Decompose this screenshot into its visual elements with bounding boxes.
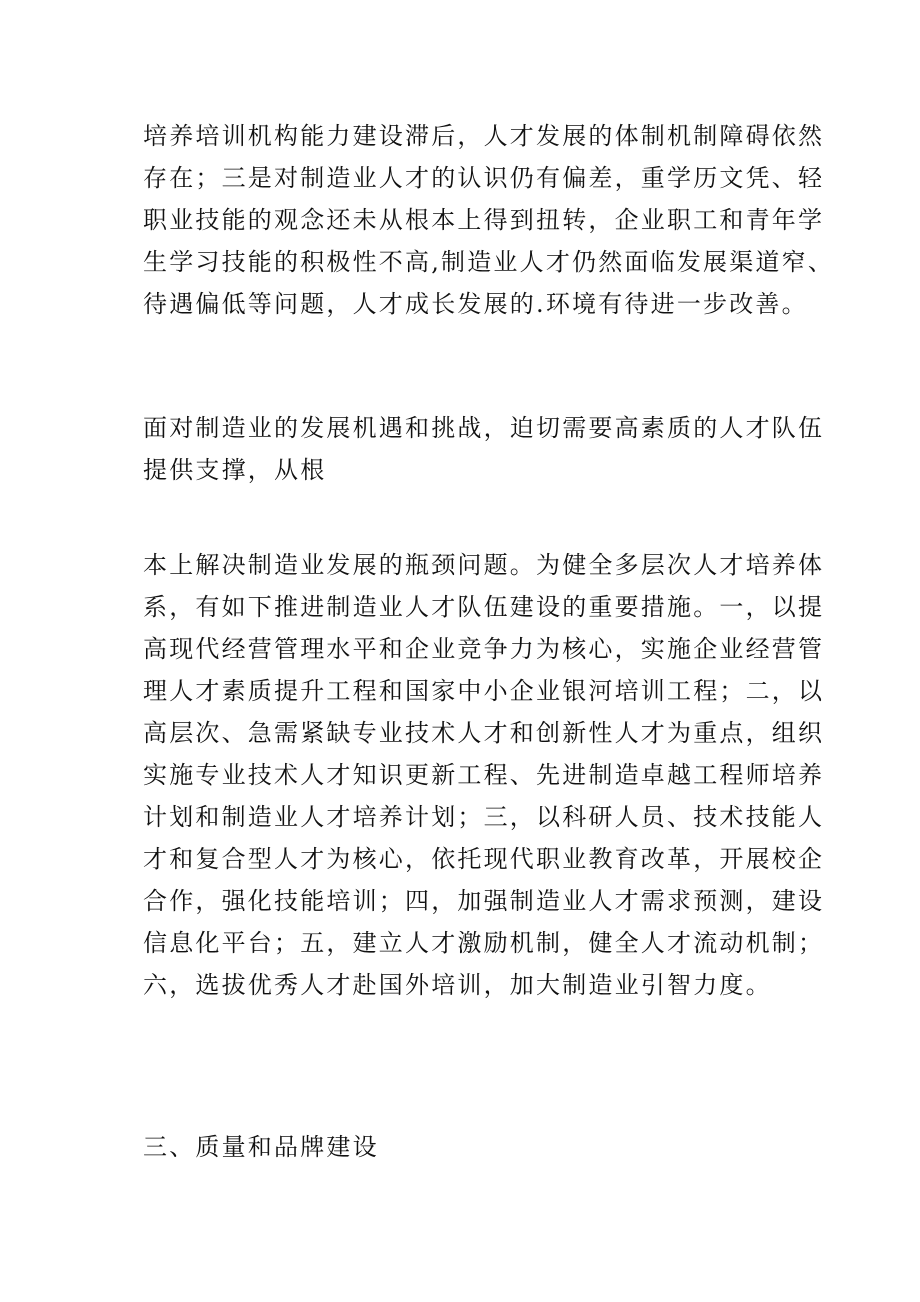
text-line: 面对制造业的发展机遇和挑战，迫切需要高素质的人才队伍 bbox=[143, 414, 825, 442]
text-line: 职业技能的观念还未从根本上得到扭转，企业职工和青年学 bbox=[143, 206, 825, 234]
paragraph-measures bbox=[143, 544, 825, 1006]
text-line: 六，选拔优秀人才赴国外培训，加大制造业引智力度。 bbox=[143, 971, 772, 999]
text-line: 待遇偏低等问题，人才成长发展的.环境有待进一步改善。 bbox=[143, 290, 808, 318]
text-line: 系，有如下推进制造业人才队伍建设的重要措施。一，以提 bbox=[143, 593, 825, 621]
section-heading-text: 三、质量和品牌建设 bbox=[143, 1133, 379, 1161]
text-line: 存在；三是对制造业人才的认识仍有偏差，重学历文凭、轻 bbox=[143, 164, 825, 192]
text-line: 本上解决制造业发展的瓶颈问题。为健全多层次人才培养体 bbox=[143, 551, 825, 579]
text-line: 计划和制造业人才培养计划；三，以科研人员、技术技能人 bbox=[143, 803, 825, 831]
text-line: 实施专业技术人才知识更新工程、先进制造卓越工程师培养 bbox=[143, 761, 825, 789]
text-line: 才和复合型人才为核心，依托现代职业教育改革，开展校企 bbox=[143, 845, 825, 873]
paragraph-talent-issues bbox=[143, 115, 835, 325]
text-line: 培养培训机构能力建设滞后，人才发展的体制机制障碍依然 bbox=[143, 122, 825, 150]
text-line: 提供支撑，从根 bbox=[143, 456, 327, 484]
text-line: 理人才素质提升工程和国家中小企业银河培训工程；二，以 bbox=[143, 677, 825, 705]
text-line: 合作，强化技能培训；四，加强制造业人才需求预测，建设 bbox=[143, 887, 825, 915]
text-line: 高层次、急需紧缺专业技术人才和创新性人才为重点，组织 bbox=[143, 719, 825, 747]
section-heading bbox=[143, 1126, 793, 1168]
text-line: 生学习技能的积极性不高,制造业人才仍然面临发展渠道窄、 bbox=[143, 248, 835, 276]
paragraph-opportunities bbox=[143, 407, 825, 491]
text-line: 信息化平台；五，建立人才激励机制，健全人才流动机制； bbox=[143, 929, 825, 957]
text-line: 高现代经营管理水平和企业竞争力为核心，实施企业经营管 bbox=[143, 635, 825, 663]
